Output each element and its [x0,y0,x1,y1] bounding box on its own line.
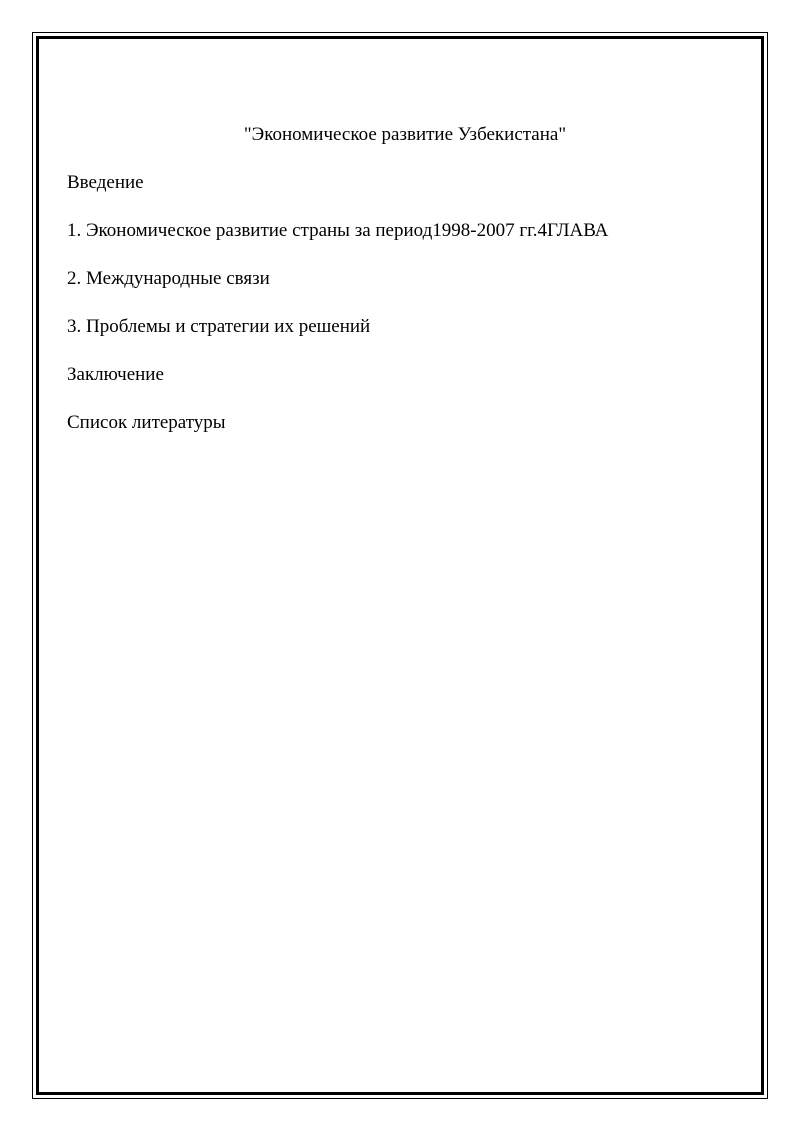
document-content [67,122,747,458]
table-of-contents [67,170,747,458]
toc-item-conclusion: Заключение [67,364,164,385]
toc-item-chapter-3: 3. Проблемы и стратегии их решений [67,316,371,337]
toc-item-chapter-1: 1. Экономическое развитие страны за период1998-2007 гг.4ГЛАВА [67,220,609,241]
toc-item-chapter-2: 2. Международные связи [67,268,270,289]
document-title: "Экономическое развитие Узбекистана" [243,124,567,145]
toc-item-bibliography: Список литературы [67,412,226,433]
toc-item-introduction: Введение [67,172,144,193]
